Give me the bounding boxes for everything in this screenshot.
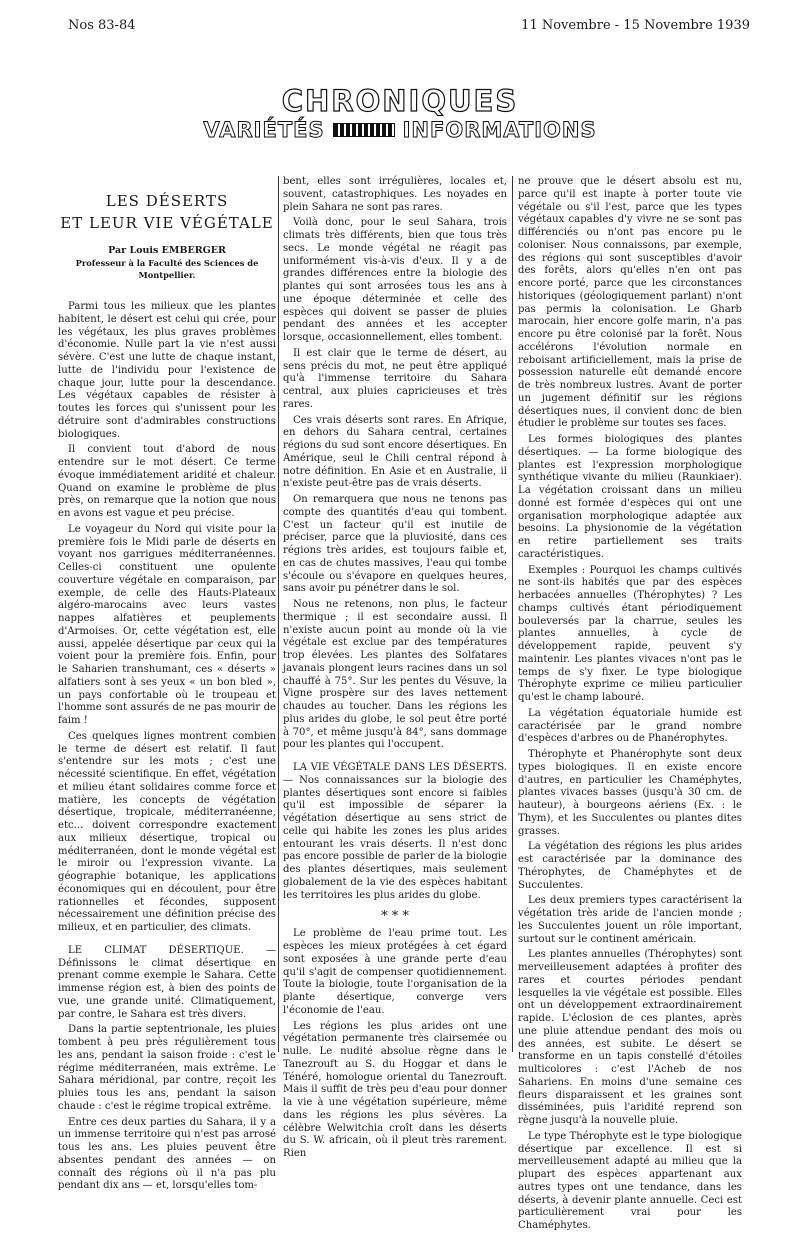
- paragraph: Exemples : Pourquoi les champs cultivés ne sont-ils habités que par des espèces herbacées annuelles (Thérophytes) ? Les champs cultivés étant périodiquement bouleversés par la charrue, seules les plantes annuelles, à cycle de développement rapide, peuvent s'y maintenir. Les plantes vivaces n'ont pas le temps de s'y fixer. Le type biologique Thérophyte exprime ce milieu particulier qu'est le champ labouré.: [518, 564, 742, 703]
- paragraph: On remarquera que nous ne tenons pas compte des quantités d'eau qui tombent. C'est un facteur qu'il est inutile de préciser, parce que la pluviosité, dans ces régions très arides, est toujours faible et, en cas de chutes massives, l'eau qui tombe s'écoule ou s'évapore en quelques heures, sans avoir pu pénétrer dans le sol.: [283, 494, 507, 595]
- paragraph: Il convient tout d'abord de nous entendre sur le mot désert. Ce terme évoque immédiatement aridité et chaleur. Quand on examine le problème de plus près, on remarque que la notion que nous en avons est vague et peu précise.: [58, 444, 276, 519]
- column-divider: [278, 176, 279, 1052]
- paragraph: La végétation équatoriale humide est caractérisée par le grand nombre d'espèces d'arbres ou de Phanérophytes.: [518, 707, 742, 745]
- paragraph: Le problème de l'eau prime tout. Les espèces les mieux protégées à cet égard sont exposées à une grande perte d'eau qu'il s'agit de compenser quotidiennement. Toute la biologie, toute l'organisation de la plante désertique, converge vers l'économie de l'eau.: [283, 928, 507, 1016]
- column-3: [518, 176, 742, 1231]
- section-separator: * * *: [381, 909, 409, 925]
- page-header: [68, 18, 750, 40]
- article-affiliation: Professeur à la Faculté des Sciences de Montpellier.: [75, 258, 259, 280]
- issue-date: 11 Novembre - 15 Novembre 1939: [521, 18, 750, 33]
- paragraph: Thérophyte et Phanérophyte sont deux types biologiques. Il en existe encore d'autres, en particulier les Chaméphytes, plantes vivaces basses (jusqu'à 30 cm. de hauteur), à bourgeons aériens (Ex. : le Thym), et les Succulentes ou plantes dites grasses.: [518, 749, 742, 837]
- paragraph: Ces quelques lignes montrent combien le terme de désert est relatif. Il faut s'entendre sur les mots ; c'est une nécessité scientifique. En effet, végétation et milieu étant solidaires comme force et matière, les concepts de végétation désertique, tropicale, méditerranéenne, etc... doivent correspondre exactement aux milieux désertique, tropical ou méditerranéen, dont le monde végétal est le miroir ou l'expression vivante. La géographie botanique, les applications économiques qui en découlent, pour être rationnelles et fécondes, supposent nécessairement une définition précise des milieux, et en particulier, des climats.: [58, 730, 276, 933]
- masthead-subtitle: [0, 118, 800, 142]
- paragraph: ne prouve que le désert absolu est nu, parce qu'il est inapte à porter toute vie végétale ou s'il l'est, parce que les types végétaux capables d'y vivre ne se sont pas différenciés ou n'ont pas encore pu le coloniser. Nous connaissons, par exemple, des régions qui sont susceptibles d'avoir des forêts, alors qu'elles n'en ont pas encore porté, parce que les circonstances historiques (géologiquement parlant) n'ont pas permis la colonisation. Le Gharb marocain, hier encore golfe marin, n'a pas encore pu être colonisé par la forêt. Nous accélérons l'évolution normale en reboisant artificiellement, mais la prise de possession naturelle eût demandé encore de très nombreux lustres. Avant de porter un jugement définitif sur les régions désertiques nues, il convient donc de bien étudier le problème sur toutes ses faces.: [518, 176, 742, 430]
- article-byline: Par Louis EMBERGER: [108, 245, 226, 256]
- paragraph: Il est clair que le terme de désert, au sens précis du mot, ne peut être appliqué qu'à l'immense territoire du Sahara central, aux pluies capricieuses et très rares.: [283, 347, 507, 410]
- masthead-title: CHRONIQUES: [281, 84, 519, 118]
- section-paragraph: LA VIE VÉGÉTALE DANS LES DÉSERTS. — Nos connaissances sur la biologie des plantes désertiques sont encore si faibles qu'il est impossible de séparer la végétation désertique au sens strict de celle qui habite les zones les plus arides entourant les vrais déserts. Il n'est donc pas encore possible de parler de la biologie des plantes désertiques, mais seulement globalement de la vie des espèces habitant les territoires les plus arides du globe.: [283, 762, 507, 901]
- ornament-icon: [333, 123, 395, 137]
- paragraph: Dans la partie septentrionale, les pluies tombent à peu près régulièrement tous les ans, pendant la saison froide : c'est le régime méditerranéen, mais extrême. Le Sahara méridional, par contre, reçoit les pluies tous les ans, pendant la saison chaude : c'est le régime tropical extrême.: [58, 1024, 276, 1112]
- article-title: LES DÉSERTS ET LEUR VIE VÉGÉTALE: [60, 192, 274, 232]
- paragraph: Les formes biologiques des plantes désertiques. — La forme biologique des plantes est l'expression morphologique synthétique vivante du milieu (Raunkiaer). La végétation croissant dans un milieu donné est formée d'espèces qui ont une organisation morphologique adaptée aux besoins. La physionomie de la végétation en retire partiellement ses traits caractéristiques.: [518, 434, 742, 560]
- column-divider: [512, 176, 513, 1052]
- paragraph: bent, elles sont irrégulières, locales et, souvent, catastrophiques. Les noyades en plein Sahara ne sont pas rares.: [283, 176, 507, 213]
- paragraph: Entre ces deux parties du Sahara, il y a un immense territoire qui n'est pas arrosé tous les ans. Les pluies peuvent être absentes pendant des années — on connaît des régions où il n'a pas plu pendant dix ans — et, lorsqu'elles tom-: [58, 1116, 276, 1192]
- column-1: [58, 176, 276, 1192]
- paragraph: Parmi tous les milieux que les plantes habitent, le désert est celui qui crée, pour les végétaux, les plus graves problèmes d'économie. Nulle part la vie n'est aussi sévère. C'est une lutte de chaque instant, lutte de l'individu pour l'existence de chaque jour, lutte pour la descendance. Les végétaux capables de résister à toutes les forces qui s'unissent pour les détruire sont d'admirables constructions biologiques.: [58, 301, 276, 440]
- paragraph: Le type Thérophyte est le type biologique désertique par excellence. Il est si merveilleusement adapté au milieu que la plupart des espèces appartenant aux autres types ont une tendance, dans les déserts, à devenir plante annuelle. Ceci est particulièrement vrai pour les Chaméphytes.: [518, 1130, 742, 1231]
- paragraph: Nous ne retenons, non plus, le facteur thermique ; il est secondaire aussi. Il n'existe aucun point au monde où la vie végétale est exclue par des températures trop élevées. Les plantes des Solfatares javanais plongent leurs racines dans un sol chauffé à 75°. Sur les pentes du Vésuve, la Vigne prospère sur des laves nettement chaudes au toucher. Dans les régions les plus arides du globe, le sol peut être porté à 70°, et même jusqu'à 84°, sans dommage pour les plantes qui l'occupent.: [283, 599, 507, 751]
- paragraph: Les régions les plus arides ont une végétation permanente très clairsemée ou nulle. Le nudité absolue règne dans le Tanezrouft au S. du Hoggar et dans le Ténéré, homologue oriental du Tanezrouft. Mais il suffit de très peu d'eau pour donner la vie à une végétation supérieure, même dans les régions les plus sévères. La célèbre Welwitchia croît dans les déserts du S. W. africain, où il pleut très rarement. Rien: [283, 1020, 507, 1159]
- section-paragraph: LE CLIMAT DÉSERTIQUE. — Définissons le climat désertique en prenant comme exemple le Sahara. Cette immense région est, à bien des points de vue, une grande unité. Climatiquement, par contre, le Sahara est très divers.: [58, 944, 276, 1020]
- masthead-varietes: VARIÉTÉS: [203, 118, 325, 142]
- paragraph: Ces vrais déserts sont rares. En Afrique, en dehors du Sahara central, certaines régions du sud sont encore désertiques. En Amérique, seul le Chili central répond à notre définition. En Asie et en Australie, il n'existe peut-être pas de vrais déserts.: [283, 414, 507, 490]
- paragraph: Le voyageur du Nord qui visite pour la première fois le Midi parle de déserts en voyant nos garrigues méditerranéennes. Celles-ci constituent une opulente couverture végétale en comparaison, par exemple, de celle des Hauts-Plateaux algéro-marocains avec leurs vastes nappes alfatières et peuplements d'Armoises. Or, cette végétation est, elle aussi, appelée désertique par ceux qui la voient pour la première fois. Enfin, pour le Saharien transhumant, ces « déserts » alfatiers sont à ses yeux « un bon bled », un pays confortable où le troupeau et l'homme sont assurés de ne pas mourir de faim !: [58, 523, 276, 726]
- paragraph: La végétation des régions les plus arides est caractérisée par la dominance des Thérophytes, de Chaméphytes et de Succulentes.: [518, 841, 742, 891]
- paragraph: Les plantes annuelles (Thérophytes) sont merveilleusement adaptées à profiter des rares et courtes périodes pendant lesquelles la vie végétale est possible. Elles ont un développement extraordinairement rapide. L'éclosion de ces plantes, après une pluie attendue pendant des mois ou des années, est subite. Le désert se transforme en un tapis constellé d'étoiles multicolores : c'est l'Acheb de nos Sahariens. En moins d'une semaine ces fleurs disparaissent et les graines sont disséminées, puis l'aridité reprend son règne jusqu'à la nouvelle pluie.: [518, 949, 742, 1126]
- paragraph: Voilà donc, pour le seul Sahara, trois climats très différents, bien que tous très secs. Le monde végétal ne réagit pas uniformément vis-à-vis d'eux. Il y a de grandes différences entre la biologie des plantes qui sont arrosées tous les ans à une époque déterminée et celle des espèces qui doivent se passer de pluies pendant des années et les accepter lorsque, occasionnellement, elles tombent.: [283, 217, 507, 343]
- issue-number: Nos 83-84: [68, 18, 136, 33]
- paragraph: Les deux premiers types caractérisent la végétation très aride de l'ancien monde ; les Succulentes jouent un rôle important, surtout sur le continent américain.: [518, 895, 742, 945]
- masthead-informations: INFORMATIONS: [402, 118, 597, 142]
- column-2: [283, 176, 507, 1159]
